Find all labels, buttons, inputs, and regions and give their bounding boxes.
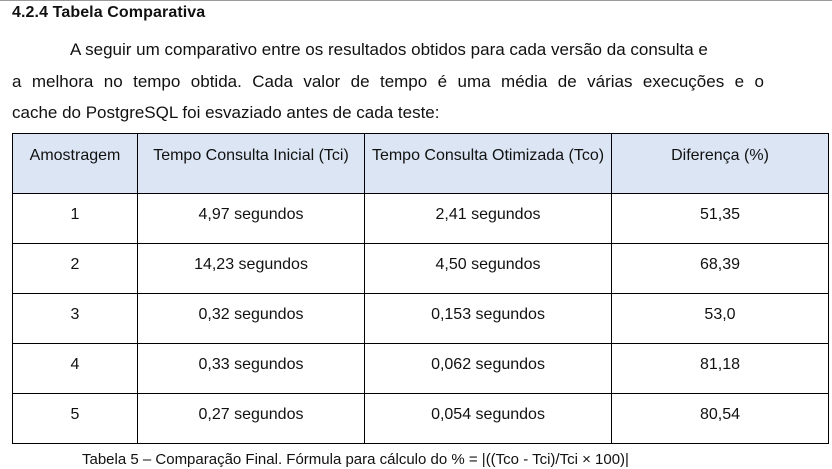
cell-diferenca: 81,18: [612, 344, 829, 394]
paragraph-line-3: cache do PostgreSQL foi esvaziado antes de cada teste:: [12, 103, 440, 122]
cell-tempo-inicial: 0,27 segundos: [138, 394, 365, 444]
cell-amostragem: 4: [13, 344, 138, 394]
paragraph-line-2: a melhora no tempo obtida. Cada valor de tempo é uma média de várias execuções e o: [12, 72, 764, 91]
cell-tempo-otimizada: 0,153 segundos: [365, 294, 612, 344]
table-row: [13, 394, 829, 444]
header-tempo-otimizada: Tempo Consulta Otimizada (Tco): [365, 134, 612, 194]
table-row: [13, 294, 829, 344]
header-amostragem: Amostragem: [13, 134, 138, 194]
section-heading: 4.2.4 Tabela Comparativa: [12, 4, 206, 21]
header-tempo-inicial: Tempo Consulta Inicial (Tci): [138, 134, 365, 194]
cell-diferenca: 51,35: [612, 194, 829, 244]
cell-tempo-otimizada: 2,41 segundos: [365, 194, 612, 244]
cell-amostragem: 2: [13, 244, 138, 294]
cell-tempo-inicial: 0,33 segundos: [138, 344, 365, 394]
table-row: [13, 244, 829, 294]
comparison-table: [12, 133, 829, 444]
cell-tempo-otimizada: 0,062 segundos: [365, 344, 612, 394]
paragraph-line-1: A seguir um comparativo entre os resultados obtidos para cada versão da consulta e: [70, 40, 708, 59]
cell-tempo-otimizada: 4,50 segundos: [365, 244, 612, 294]
header-diferenca: Diferença (%): [612, 134, 829, 194]
top-rule: [0, 0, 832, 1]
cell-amostragem: 1: [13, 194, 138, 244]
table-row: [13, 344, 829, 394]
cell-tempo-inicial: 4,97 segundos: [138, 194, 365, 244]
cell-diferenca: 53,0: [612, 294, 829, 344]
cell-tempo-otimizada: 0,054 segundos: [365, 394, 612, 444]
cell-tempo-inicial: 14,23 segundos: [138, 244, 365, 294]
cell-amostragem: 5: [13, 394, 138, 444]
table-caption: Tabela 5 – Comparação Final. Fórmula para cálculo do % = |((Tco - Tci)/Tci × 100)|: [82, 451, 629, 468]
table-header-row: [13, 134, 829, 194]
cell-amostragem: 3: [13, 294, 138, 344]
cell-diferenca: 80,54: [612, 394, 829, 444]
cell-diferenca: 68,39: [612, 244, 829, 294]
cell-tempo-inicial: 0,32 segundos: [138, 294, 365, 344]
table-row: [13, 194, 829, 244]
